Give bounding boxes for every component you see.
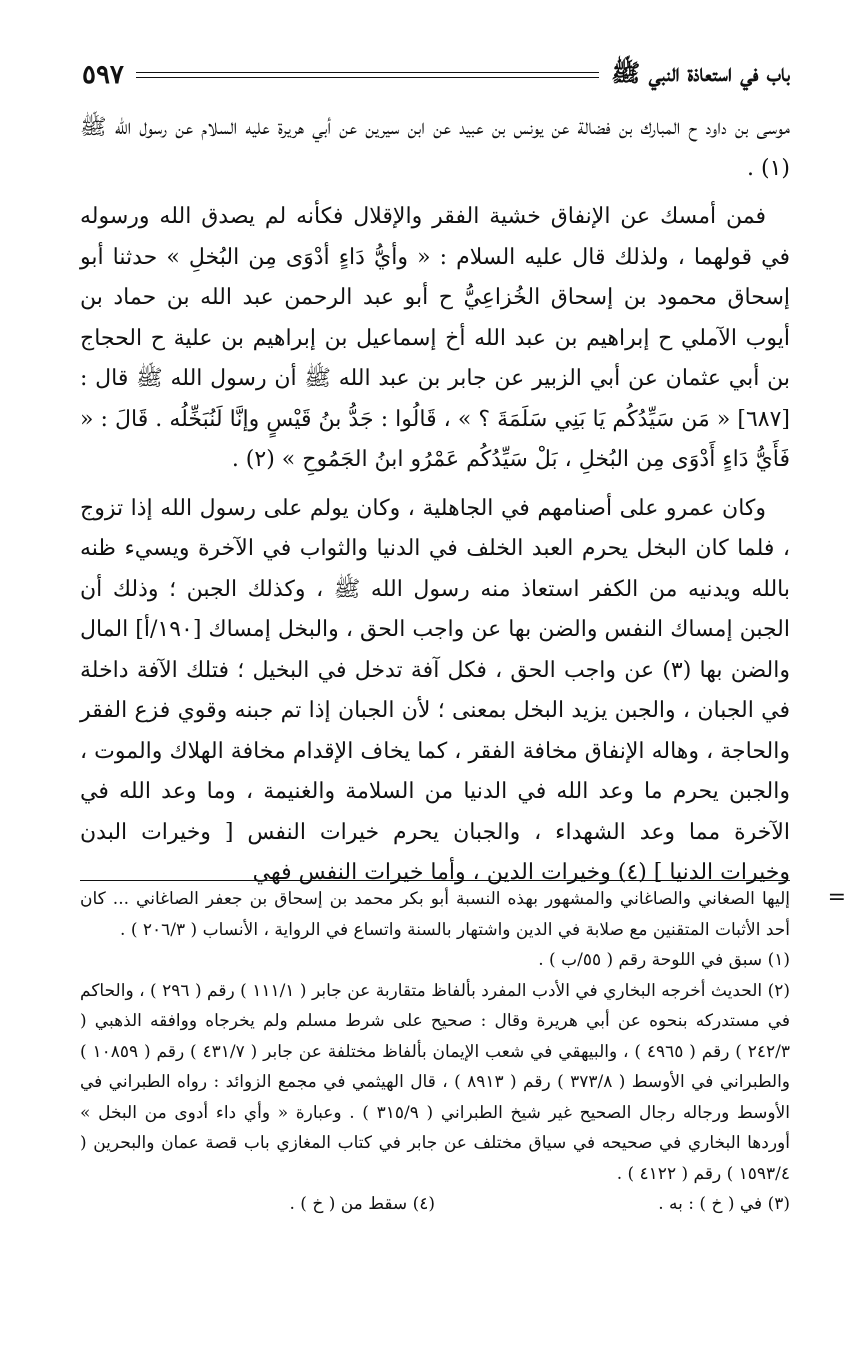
page-number: ٥٩٧ (82, 60, 124, 90)
paragraph-1: موسى بن داود ح المبارك بن فضالة عن يونس بن عبيد عن ابن سيرين عن أبي هريرة عليه السلام عن رسول الله ﷺ (١) . (80, 115, 790, 181)
footnote-2: (٢) الحديث أخرجه البخاري في الأدب المفرد بألفاظ متقاربة عن جابر ( ١١١/١ ) رقم ( ٢٩٦ ) ، والحاكم في مستدركه بنحوه عن أبي هريرة وقال : صحيح على شرط مسلم ولم يخرجاه ووافقه الذهبي ( ٢٤٢/٣ ) رقم ( ٤٩٦٥ ) ، والبيهقي في شعب الإيمان بألفاظ مختلفة عن جابر ( ٤٣١/٧ ) رقم ( ١٠٨٥٩ ) والطبراني في الأوسط ( ٣٧٣/٨ ) رقم ( ٨٩١٣ ) ، قال الهيثمي في مجمع الزوائد : رواه الطبراني في الأوسط ورجاله رجال الصحيح غير شيخ الطبراني ( ٣١٥/٩ ) . وعبارة « وأي داء أدوى من البخل » أوردها البخاري في صحيحه في سياق مختلف عن جابر في كتاب المغازي باب قصة عمان والبحرين ( ١٥٩٣/٤ ) رقم ( ٤١٢٢ ) . (80, 980, 791, 1184)
footnote-1: (١) سبق في اللوحة رقم ( ٥٥/ب ) . (538, 950, 790, 970)
running-header (82, 52, 790, 98)
footnote-3: (٣) في ( خ ) : به . (658, 1194, 790, 1214)
paragraph-3: وكان عمرو على أصنامهم في الجاهلية ، وكان يولم على رسول الله إذا تزوج ، فلما كان البخل يحرم العبد الخلف في الدنيا والثواب في الآخرة ويسيء ظنه بالله ويدنيه من الكفر استعاذ منه رسول الله ﷺ ، وكذلك الجبن ؛ وذلك أن الجبن إمساك النفس والضن بها عن واجب الحق ، والبخل إمساك [١٩٠/أ] المال والضن بها (٣) عن واجب الحق ، فكل آفة تدخل في البخيل ؛ فتلك الآفة داخلة في الجبان ، والجبن يزيد البخل بمعنى ؛ لأن الجبان إذا تم جبنه وقوي فزع الفقر والحاجة ، وهاله الإنفاق مخافة الفقر ، كما يخاف الإقدام مخافة الهلاك والموت ، والجبن يحرم ما وعد الله في الدنيا من السلامة والغنيمة ، وما وعد الله في الآخرة مما وعد الشهداء ، والجبان يحرم خيرات النفس [ وخيرات البدن وخيرات الدنيا ] (٤) وخيرات الدين ، وأما خيرات النفس فهي (80, 495, 790, 885)
continuation-mark: = (827, 885, 846, 910)
paragraph-2: فمن أمسك عن الإنفاق خشية الفقر والإقلال فكأنه لم يصدق الله ورسوله في قولهما ، ولذلك قال عليه السلام : « وأيُّ دَاءٍ أدْوَى مِن البُخلِ » حدثنا أبو إسحاق محمود بن إسحاق الخُزاعِيُّ ح أبو عبد الرحمن عبد الله بن حماد بن أيوب الآملي ح إبراهيم بن عبد الله أخ إسماعيل بن إبراهيم بن علية ح الحجاج بن أبي عثمان عن أبي الزبير عن جابر بن عبد الله ﷺ أن رسول الله ﷺ قال : [٦٨٧] « مَن سَيِّدُكُم يَا بَنِي سَلَمَةَ ؟ » ، قَالُوا : جَدُّ بنُ قَيْسٍ وإنَّا لَنُبَخِّلُه . قَالَ : « فَأَيُّ دَاءٍ أَدْوَى مِن البُخلِ ، بَلْ سَيِّدُكُم عَمْرُو ابنُ الجَمُوحِ » (٢) . (80, 204, 790, 472)
header-rule (136, 72, 599, 78)
footnotes (80, 884, 790, 1220)
main-text (80, 108, 790, 894)
footnote-continuation: إليها الصغاني والصاغاني والمشهور بهذه النسبة أبو بكر محمد بن إسحاق بن جعفر الصاغاني ... كان أحد الأثبات المتقنين مع صلابة في الدين واشتهار بالسنة واتساع في الرواية ، الأنساب ( ٢٠٦/٣ ) . (80, 889, 790, 940)
footnote-4: (٤) سقط من ( خ ) . (289, 1194, 435, 1214)
chapter-title: باب في استعاذة النبي ﷺ (611, 57, 790, 87)
footnote-separator (80, 880, 790, 881)
footnote-row-3-4 (80, 1189, 790, 1220)
